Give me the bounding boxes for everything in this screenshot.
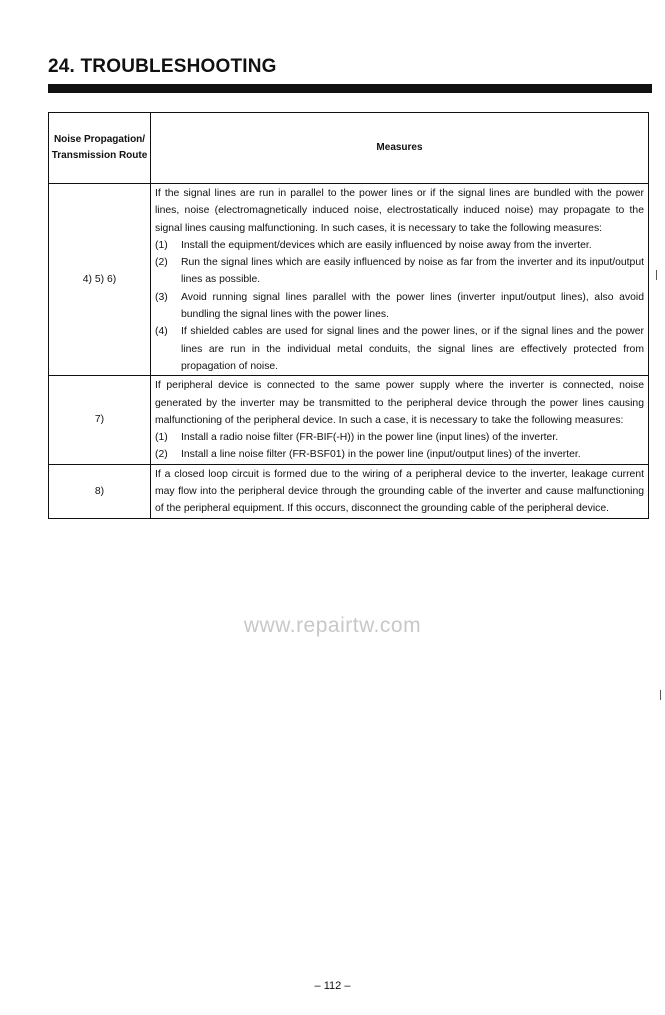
item-text: Install a radio noise filter (FR-BIF(-H)) in the power line (input lines) of the inverter. — [181, 432, 559, 444]
list-item — [155, 446, 644, 463]
measure-intro: If the signal lines are run in parallel to the power lines or if the signal lines are bundled with the power lines, noise (electromagnetically induced noise, electrostatically induced noise) may propagate to the signal lines causing malfunctioning. In such cases, it is necessary to take the following measures: — [155, 188, 644, 234]
header-measures: Measures — [151, 113, 649, 184]
list-item — [155, 254, 644, 289]
troubleshooting-table — [48, 112, 649, 519]
item-text: Install the equipment/devices which are easily influenced by noise away from the inverter. — [181, 239, 592, 251]
measure-list — [155, 237, 644, 375]
list-item — [155, 429, 644, 446]
header-route: Noise Propagation/ Transmission Route — [49, 113, 151, 184]
scan-edge-mark — [660, 690, 661, 700]
table-header-row — [49, 113, 649, 184]
measure-cell — [151, 184, 649, 376]
item-number: (1) — [155, 239, 168, 251]
item-text: Run the signal lines which are easily influenced by noise as far from the inverter and its input/output lines as possible. — [181, 257, 644, 286]
list-item — [155, 289, 644, 324]
list-item — [155, 323, 644, 375]
item-number: (2) — [155, 257, 168, 269]
item-number: (2) — [155, 449, 168, 461]
item-text: Avoid running signal lines parallel with the power lines (inverter input/output lines), also avoid bundling the signal lines with the power lines. — [181, 291, 644, 321]
list-item — [155, 237, 644, 254]
measure-cell — [151, 464, 649, 518]
page-title: 24. TROUBLESHOOTING — [48, 56, 277, 77]
watermark: www.repairtw.com — [243, 614, 422, 637]
route-cell: 7) — [49, 376, 151, 464]
item-text: Install a line noise filter (FR-BSF01) in the power line (input/output lines) of the inverter. — [181, 449, 581, 461]
measure-intro: If peripheral device is connected to the same power supply where the inverter is connected, noise generated by the inverter may be transmitted to the peripheral device through the power lines causing malfunctioning of the peripheral device. In such a case, it is necessary to take the following measures: — [155, 380, 644, 426]
page-number: – 112 – — [314, 980, 351, 992]
table-row — [49, 464, 649, 518]
scan-edge-mark — [656, 270, 657, 280]
item-text: If shielded cables are used for signal lines and the power lines, or if the signal lines and the power lines are run in the individual metal conduits, the signal lines are effectively protected from propagation of noise. — [181, 326, 644, 372]
item-number: (1) — [155, 432, 168, 444]
measure-cell — [151, 376, 649, 464]
route-cell: 8) — [49, 464, 151, 518]
route-cell: 4) 5) 6) — [49, 184, 151, 376]
measure-list — [155, 429, 644, 464]
measure-intro: If a closed loop circuit is formed due to the wiring of a peripheral device to the inverter, leakage current may flow into the peripheral device through the grounding cable of the inverter and cause malfunctioning of the peripheral equipment. If this occurs, disconnect the grounding cable of the peripheral device. — [155, 468, 644, 515]
table-row — [49, 376, 649, 464]
item-number: (3) — [155, 291, 168, 303]
title-rule — [48, 84, 652, 93]
table-row — [49, 184, 649, 376]
item-number: (4) — [155, 326, 168, 338]
